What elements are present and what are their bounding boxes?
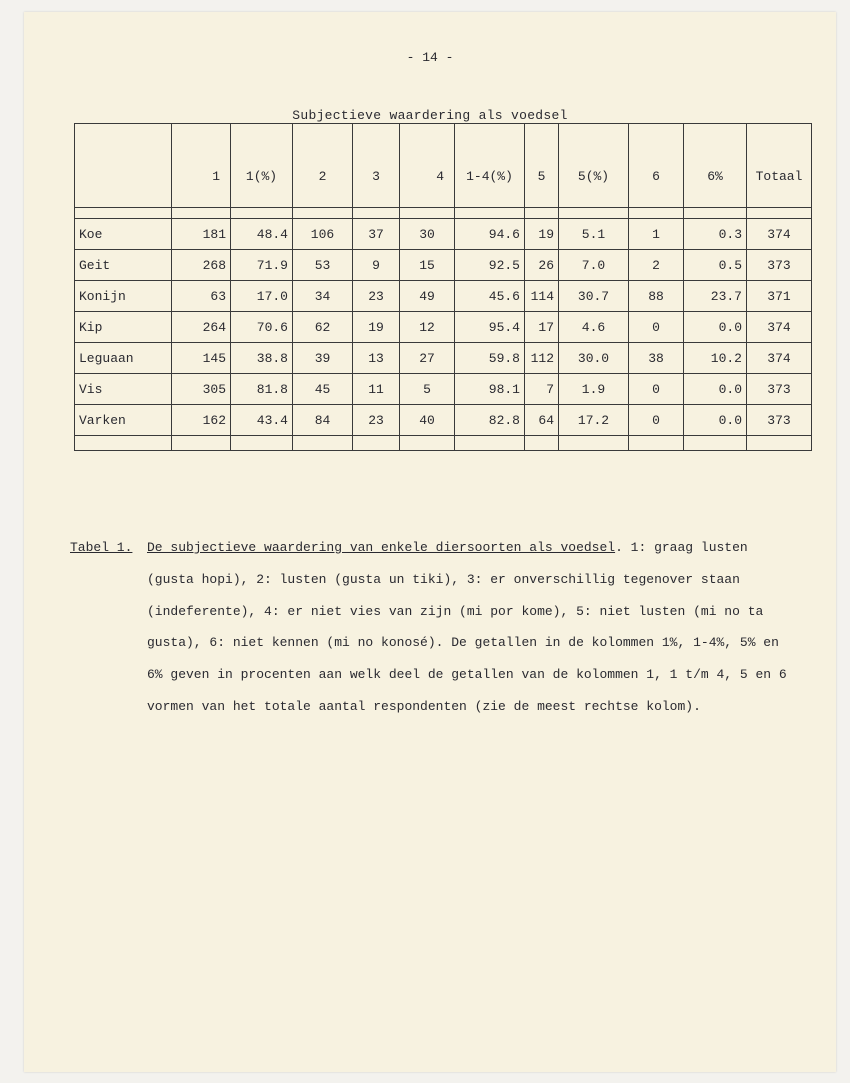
table-cell: 12 [400, 312, 455, 343]
table-cell: 106 [293, 219, 353, 250]
table-cell: 0.0 [684, 312, 747, 343]
table-cell: 162 [172, 405, 231, 436]
table-cell: 64 [525, 405, 559, 436]
table-cell: 373 [747, 405, 812, 436]
document-page [24, 12, 836, 1072]
table-cell: 19 [353, 312, 400, 343]
table-cell: 59.8 [455, 343, 525, 374]
column-header: 3 [353, 124, 400, 208]
table-cell: 181 [172, 219, 231, 250]
table-cell: 34 [293, 281, 353, 312]
table-cell: 371 [747, 281, 812, 312]
row-label: Kip [75, 312, 172, 343]
table-cell: 11 [353, 374, 400, 405]
table-cell: 98.1 [455, 374, 525, 405]
table-cell: 63 [172, 281, 231, 312]
table-cell: 0.0 [684, 405, 747, 436]
table-cell: 92.5 [455, 250, 525, 281]
table-cell: 45.6 [455, 281, 525, 312]
table-cell: 0 [629, 374, 684, 405]
table-cell: 7.0 [559, 250, 629, 281]
table-cell: 48.4 [231, 219, 293, 250]
table-cell: 81.8 [231, 374, 293, 405]
table-cell: 1 [629, 219, 684, 250]
caption-text [147, 532, 790, 723]
row-label: Varken [75, 405, 172, 436]
table-row [75, 281, 812, 312]
table-cell: 373 [747, 250, 812, 281]
table-cell: 30.7 [559, 281, 629, 312]
table-cell: 305 [172, 374, 231, 405]
table-caption [70, 532, 790, 723]
table-cell: 23 [353, 281, 400, 312]
table-cell: 0.0 [684, 374, 747, 405]
row-label: Geit [75, 250, 172, 281]
column-header: 1 [172, 124, 231, 208]
table-cell: 82.8 [455, 405, 525, 436]
column-header: 6% [684, 124, 747, 208]
table-cell: 373 [747, 374, 812, 405]
column-header: 1(%) [231, 124, 293, 208]
table-cell: 374 [747, 343, 812, 374]
table-title: Subjectieve waardering als voedsel [292, 108, 568, 123]
column-header: 2 [293, 124, 353, 208]
row-label: Koe [75, 219, 172, 250]
table-cell: 1.9 [559, 374, 629, 405]
caption-title: De subjectieve waardering van enkele diersoorten als voedsel [147, 540, 616, 555]
table-cell: 17.0 [231, 281, 293, 312]
table-cell: 23 [353, 405, 400, 436]
table-row [75, 219, 812, 250]
table-cell: 5.1 [559, 219, 629, 250]
caption-body: . 1: graag lusten (gusta hopi), 2: lusten (gusta un tiki), 3: er onverschillig tegenover staan (indeferente), 4: er niet vies van zijn (mi por kome), 5: niet lusten (mi no ta gusta), 6: niet kennen (mi no konosé). De getallen in de kolommen 1%, 1-4%, 5% en 6% geven in procenten aan welk deel de getallen van de kolommen 1, 1 t/m 4, 5 en 6 vormen van het totale aantal respondenten (zie de meest rechtse kolom). [147, 540, 787, 714]
table-cell: 374 [747, 312, 812, 343]
table-header-row [75, 124, 812, 208]
table-cell: 62 [293, 312, 353, 343]
table-cell: 95.4 [455, 312, 525, 343]
column-header: Totaal [747, 124, 812, 208]
table-cell: 84 [293, 405, 353, 436]
table-cell: 26 [525, 250, 559, 281]
table-row [75, 312, 812, 343]
row-label: Leguaan [75, 343, 172, 374]
table-cell: 264 [172, 312, 231, 343]
caption-label: Tabel 1. [70, 540, 133, 555]
table-cell: 0 [629, 405, 684, 436]
table-cell: 53 [293, 250, 353, 281]
table-cell: 7 [525, 374, 559, 405]
table-cell: 9 [353, 250, 400, 281]
column-header: 5 [525, 124, 559, 208]
table-row [75, 374, 812, 405]
table-cell: 0.5 [684, 250, 747, 281]
table-cell: 114 [525, 281, 559, 312]
table-cell: 2 [629, 250, 684, 281]
column-header: 6 [629, 124, 684, 208]
table-cell: 145 [172, 343, 231, 374]
table-row [75, 405, 812, 436]
table-cell: 23.7 [684, 281, 747, 312]
table-cell: 70.6 [231, 312, 293, 343]
table-cell: 43.4 [231, 405, 293, 436]
table-tail [75, 436, 812, 451]
table-cell: 94.6 [455, 219, 525, 250]
table-cell: 268 [172, 250, 231, 281]
column-header: 4 [400, 124, 455, 208]
table-cell: 27 [400, 343, 455, 374]
data-table [74, 123, 812, 451]
table-cell: 0.3 [684, 219, 747, 250]
table-cell: 30 [400, 219, 455, 250]
table-cell: 39 [293, 343, 353, 374]
row-label: Konijn [75, 281, 172, 312]
table-cell: 38 [629, 343, 684, 374]
table-cell: 30.0 [559, 343, 629, 374]
column-header: 1-4(%) [455, 124, 525, 208]
table-cell: 17.2 [559, 405, 629, 436]
table-cell: 19 [525, 219, 559, 250]
table-cell: 49 [400, 281, 455, 312]
column-header: 5(%) [559, 124, 629, 208]
table-cell: 38.8 [231, 343, 293, 374]
table-cell: 5 [400, 374, 455, 405]
table-cell: 37 [353, 219, 400, 250]
table-cell: 15 [400, 250, 455, 281]
table-cell: 10.2 [684, 343, 747, 374]
table-cell: 17 [525, 312, 559, 343]
table-cell: 45 [293, 374, 353, 405]
table-cell: 4.6 [559, 312, 629, 343]
table-cell: 13 [353, 343, 400, 374]
column-header [75, 124, 172, 208]
table-cell: 88 [629, 281, 684, 312]
table-row [75, 343, 812, 374]
table-row [75, 250, 812, 281]
table-cell: 112 [525, 343, 559, 374]
table-cell: 374 [747, 219, 812, 250]
table-spacer [75, 208, 812, 219]
table-cell: 0 [629, 312, 684, 343]
table-cell: 40 [400, 405, 455, 436]
table-cell: 71.9 [231, 250, 293, 281]
page-number: - 14 - [406, 50, 454, 65]
row-label: Vis [75, 374, 172, 405]
